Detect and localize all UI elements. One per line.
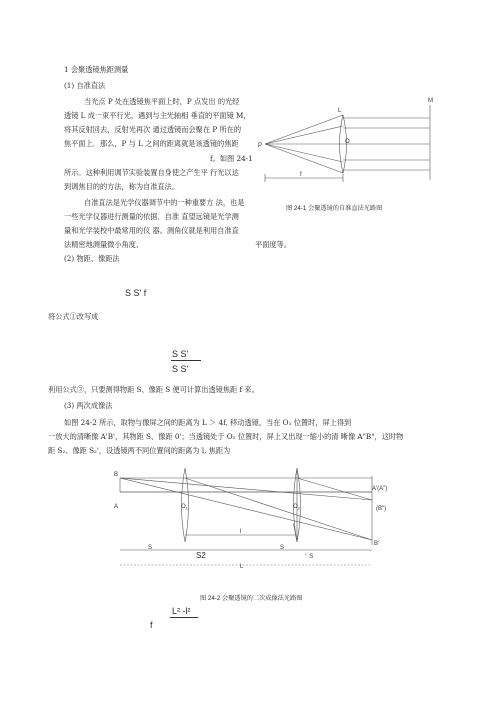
point-label-P: P [258, 143, 263, 149]
text-use-formula: 利用公式③，只要测得物距 S、像距 S 便可计算出透镜焦距 f 来。 [48, 385, 259, 394]
formula-denominator: S S' [172, 364, 189, 374]
distance-label-L: L [240, 564, 244, 570]
paragraph-line: 一放大的清晰像 A'B'，其物距 S、像距 0'；当透镜处于 O₂ 位置时，屏上又出现一缩小的清 晰像 A"B"，这时物 [48, 432, 404, 441]
paragraph-line: 一些光学仪器进行测量的依据．自准 直望远镜是光学测 [64, 212, 239, 221]
paragraph-line: 焦平面上．那么，P 与 L 之间的距离就是该透镜的焦距 [64, 139, 239, 148]
distance-label-S2-prime: ' S [305, 554, 314, 560]
paragraph-line: 将其反射回去，反射光再次 通过透镜而会聚在 P 所在的 [64, 125, 242, 134]
text-rewrite: 将公式①改写成 [48, 312, 99, 321]
paragraph-line: 所示。这种利用调节实验装置自身使之产生平 行光以达 [64, 168, 239, 177]
formula-numerator: S S' [172, 349, 189, 359]
paragraph-line: 到调焦目的的方法，称为自准直法。 [64, 182, 180, 191]
paragraph-line: 平面度等。 [255, 240, 291, 249]
fraction-bar [170, 617, 198, 618]
paragraph-line: 距 S₂、像距 S₂'，设透镜两不同位置间的距离为 l, 焦距为 [48, 446, 231, 455]
subsection-distance-method: (2) 物距、像距法 [64, 254, 120, 263]
distance-label-l: l [240, 529, 242, 535]
distance-label-S2: S [280, 545, 285, 551]
paragraph-line: f。如图 24-1 [210, 154, 253, 163]
image-label-B-prime: B' [374, 541, 380, 547]
paragraph-line: 透镜 L 成一束平行光，遇到与主光轴相 垂直的平面镜 M， [64, 111, 251, 120]
object-label-A: A [114, 504, 119, 510]
subsection-autocollimation: (1) 自准直法 [64, 81, 106, 90]
formula-f-symbol: f [150, 620, 153, 630]
section-title: 1 会聚透镜焦距测量 [64, 65, 129, 74]
center-label-O: O [345, 139, 350, 145]
formula-lens-equation: S S' f [125, 288, 147, 298]
lens-label-O2: $O_2$ [293, 504, 300, 511]
label-S2-below: S2 [196, 551, 206, 560]
focal-label-f: f [300, 172, 302, 178]
paragraph-line: 自准直法是光学仪器调节中的一种重要方 法，也是 [84, 198, 245, 207]
lens-label-L: L [338, 108, 342, 114]
image-label-A: A'(A") [372, 486, 388, 492]
mirror-label-M: M [428, 98, 433, 104]
paragraph-line: 量和光学装校中最常用的仪 器。测角仪就是利用自准直 [64, 226, 239, 235]
distance-label-S1: S [148, 545, 153, 551]
image-label-B-double: (B") [376, 506, 387, 512]
formula-numerator-L-l: L² -l² [172, 606, 191, 616]
paragraph-line: 当光点 P 处在透镜焦平面上时，P 点发出 的光经 [84, 97, 240, 106]
paragraph-line: 如图 24-2 所示，取物与像屏之间的距离为 L ＞ 4f, 移动透镜，当在 O₁ 位置时，屏上得到 [64, 418, 352, 427]
paragraph-line: 法精密地测量微小角度、 [64, 240, 144, 249]
subsection-two-image-method: (3) 两次成像法 [64, 401, 113, 410]
object-label-B: B [114, 472, 119, 478]
lens-label-O1: $O_1$ [181, 504, 188, 511]
figure-caption: 图 24-2 会聚透镜的二次成像法光路图 [200, 595, 303, 602]
figure-caption: 图 24-1 会聚透镜的自准直法光路图 [286, 205, 383, 212]
